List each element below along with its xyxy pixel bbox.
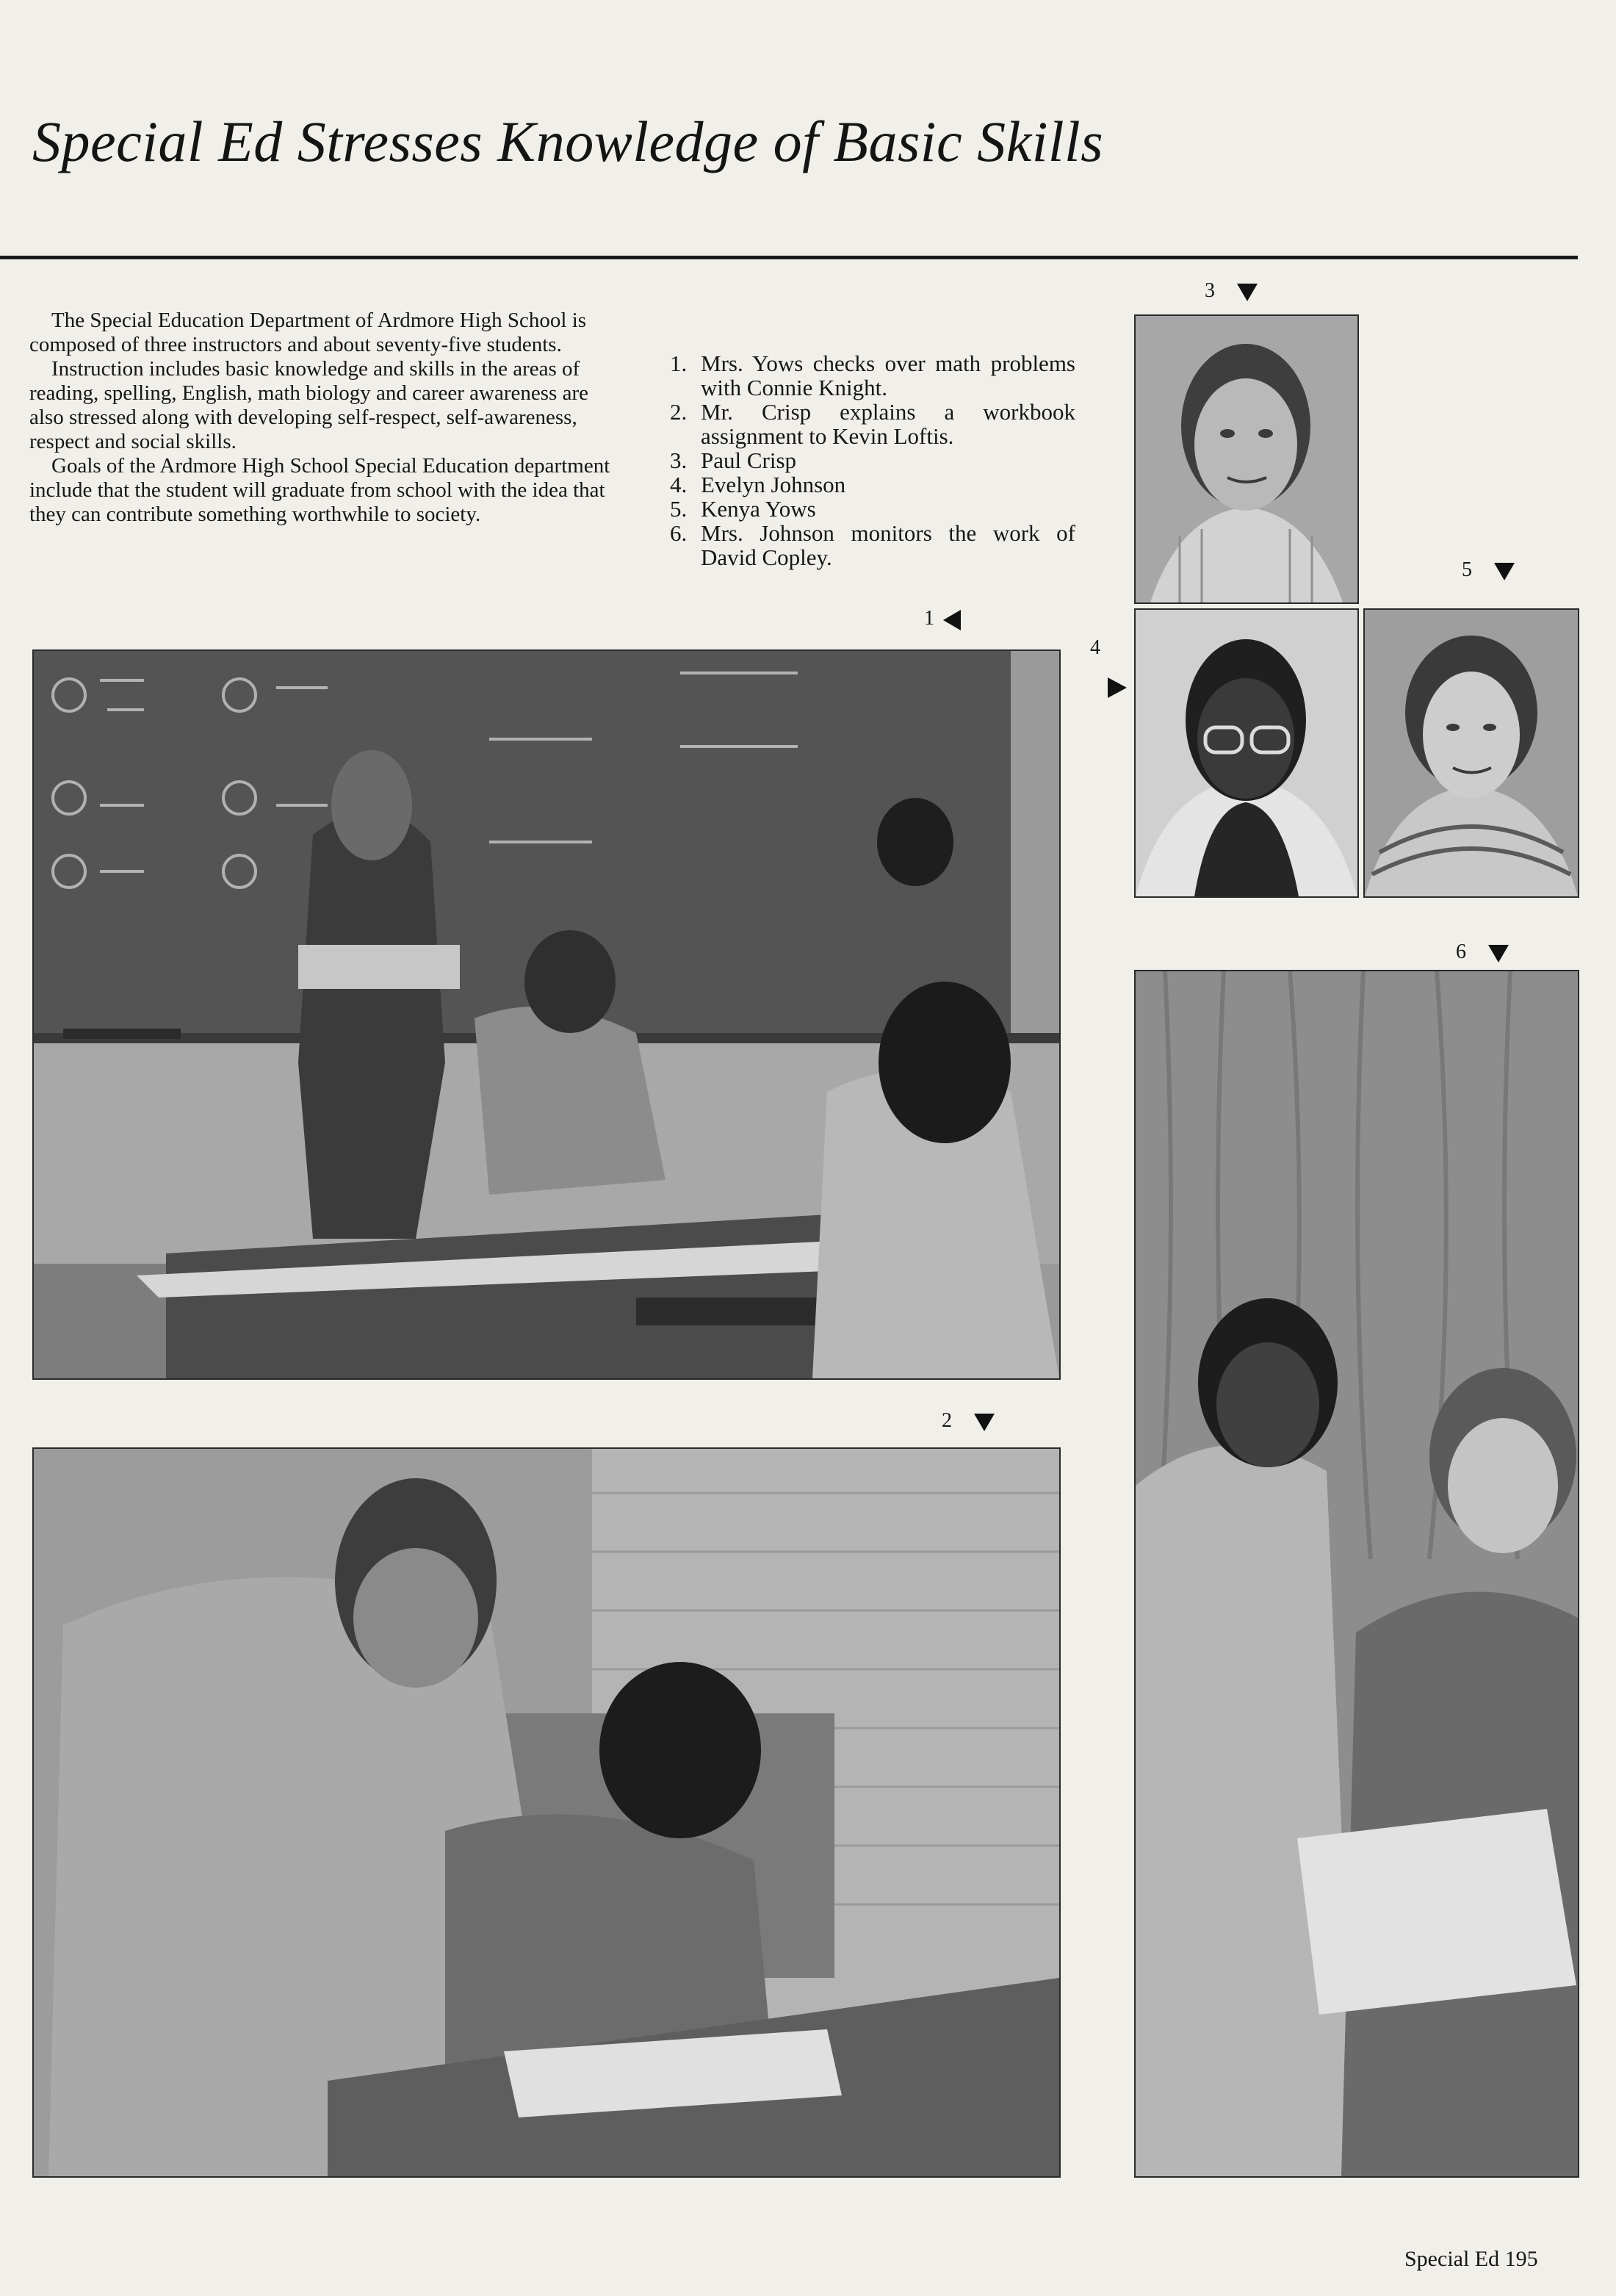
triangle-down-icon xyxy=(1237,284,1258,301)
photo-3-marker xyxy=(1205,279,1258,303)
intro-paragraph: Instruction includes basic knowledge and skills in the areas of reading, spelling, English, math biology and career awareness are also stressed along with developing self-respect, self-awareness, respect and social skills. xyxy=(29,357,588,453)
caption-item xyxy=(670,497,1075,521)
photo-teacher-student-image xyxy=(34,1449,1059,2176)
triangle-right-icon xyxy=(1108,677,1127,698)
caption-list xyxy=(670,351,1075,569)
photo-4-number: 4 xyxy=(1090,636,1100,659)
caption-text: Paul Crisp xyxy=(701,447,797,473)
title-rule xyxy=(0,256,1578,259)
caption-item xyxy=(670,400,1075,448)
photo-1-marker xyxy=(924,607,961,630)
triangle-down-icon xyxy=(1494,563,1515,580)
photo-portrait-paul-crisp xyxy=(1134,314,1359,604)
caption-number: 4. xyxy=(670,472,688,497)
triangle-down-icon xyxy=(974,1414,995,1431)
photo-portrait-paul-crisp-image xyxy=(1136,316,1357,602)
caption-text: Mrs. Yows checks over math problems with Connie Knight. xyxy=(701,350,1075,400)
caption-number: 3. xyxy=(670,447,688,473)
photo-1-number: 1 xyxy=(924,607,934,630)
caption-text: Mr. Crisp explains a workbook assignment to Kevin Loftis. xyxy=(701,399,1075,449)
photo-5-number: 5 xyxy=(1462,558,1472,581)
photo-6-number: 6 xyxy=(1456,940,1466,963)
photo-4-marker-number xyxy=(1090,636,1100,660)
photo-portrait-kenya-yows-image xyxy=(1365,610,1578,896)
photo-5-marker xyxy=(1462,558,1515,582)
caption-item xyxy=(670,351,1075,400)
photo-classroom-math-image xyxy=(34,651,1059,1378)
photo-4-marker-arrow xyxy=(1108,674,1127,698)
photo-6-marker xyxy=(1456,940,1509,964)
photo-classroom-math xyxy=(32,649,1061,1380)
photo-johnson-copley-image xyxy=(1136,971,1578,2176)
photo-teacher-student xyxy=(32,1447,1061,2178)
caption-item xyxy=(670,472,1075,497)
triangle-down-icon xyxy=(1488,945,1509,962)
caption-item xyxy=(670,521,1075,569)
caption-item xyxy=(670,448,1075,472)
caption-text: Evelyn Johnson xyxy=(701,472,846,497)
photo-portrait-evelyn-johnson-image xyxy=(1136,610,1357,896)
caption-text: Kenya Yows xyxy=(701,496,816,522)
photo-2-marker xyxy=(942,1409,995,1433)
caption-number: 6. xyxy=(670,520,688,546)
page-title: Special Ed Stresses Knowledge of Basic Skills xyxy=(32,109,1104,173)
page-footer: Special Ed 195 xyxy=(1404,2247,1538,2271)
intro-paragraph: The Special Education Department of Ardmore High School is composed of three instructors and about seventy-five students. xyxy=(29,309,587,356)
caption-number: 1. xyxy=(670,350,688,376)
intro-paragraph: Goals of the Ardmore High School Special Education department include that the student will graduate from school with the idea that they can contribute something worthwhile to society. xyxy=(29,454,610,526)
photo-portrait-kenya-yows xyxy=(1363,608,1579,898)
photo-3-number: 3 xyxy=(1205,279,1215,302)
triangle-left-icon xyxy=(943,610,961,630)
caption-text: Mrs. Johnson monitors the work of David Copley. xyxy=(701,520,1075,570)
photo-johnson-copley xyxy=(1134,970,1579,2178)
photo-2-number: 2 xyxy=(942,1409,952,1432)
intro-text xyxy=(29,309,624,527)
photo-portrait-evelyn-johnson xyxy=(1134,608,1359,898)
caption-number: 5. xyxy=(670,496,688,522)
caption-number: 2. xyxy=(670,399,688,425)
